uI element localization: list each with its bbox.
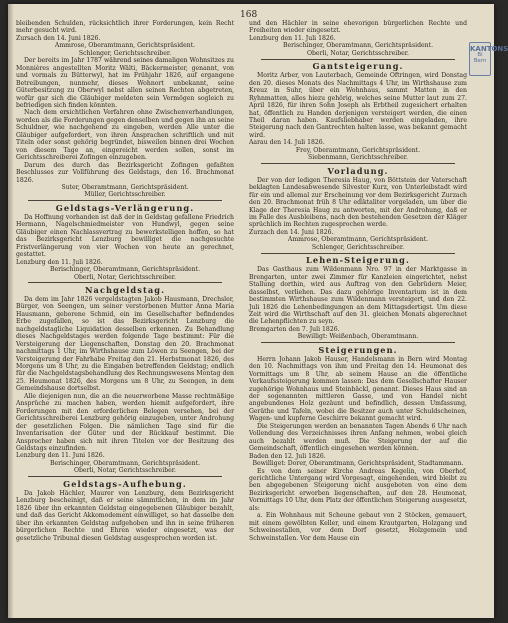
signature-line: Schlenger, Gerichtsschreiber.	[78, 49, 172, 57]
section-rule	[261, 253, 455, 254]
section-heading: Gantsteigerung.	[312, 61, 404, 72]
notice-paragraph: Der von der ledigen Theresia Haug, von Böttstein der Vaterschaft beklagten Landesabwesende Silvester Kurz, von Unterleibstadt wird für ein und allemal zur Erscheinung vor dem Bezirksgericht Zurzach den 20. Brachmonat früh 8 Uhr ediktaliter vorgeladen, um über die Klage der Theresia Haug zu antworten, mit der Androhung, daß er im Falle des Ausbleibens, nach den bestehenden Gesetzen der Kläger sprüchlich im Rechten zugesprochen werde.	[249, 176, 467, 229]
signature-line: Ammrose, Oberamtmann, Gerichtspräsident.	[287, 236, 429, 244]
signature-line: Berischinger, Oberamtmann, Gerichtspräsident.	[282, 42, 434, 50]
notice-paragraph: und den Hächler in seine ehevorigen bürgerlichen Rechte und Freiheiten wieder eingesetzt.	[249, 20, 467, 35]
notice-paragraph: Es von dem seiner Kirche Andreas Kegelin, von Oberhof, gerichtliche Untergang wird Vorgesagt, eingehenden, wird bleibt zu ben abgegebenen Steigerung nicht ausgeboten von eine dem Bezirksgericht erworben liegenschaften, auf den 28. Heumonat, Vormittags 10 Uhr, dem Platz der öffentlichen Steigerung ausgesetzt, als:	[249, 467, 467, 512]
library-stamp	[469, 42, 508, 76]
notice-paragraph: bleibenden Schulden, rücksichtlich ihrer Forderungen, kein Recht mehr gesucht wird.	[16, 20, 234, 35]
section-rule	[28, 282, 222, 283]
section-heading: Geldstags-Verlängerung.	[55, 202, 195, 213]
signature-line: Ammrose, Oberamtmann, Gerichtspräsident.	[54, 42, 196, 50]
signature-line: Berischinger, Oberamtmann, Gerichtspräsident.	[49, 266, 201, 274]
notice-paragraph: Aarau den 14. Juli 1826.	[249, 139, 325, 147]
section-heading: Lehen-Steigerung.	[306, 255, 410, 266]
notice-paragraph: Der bereits im Jahr 1787 während seines damaligen Wohnsitzes zu Monnières angestellten Moritz Wälti, Bäckermeister, genannt, von und vormals zu Bütterwyl, hat im Frühjahr 1826, auf ergangene Betreibungen, nunmehr, dieses Wohnort unbekannt, seine Güterbesitzung zu Oberwyl nebst allen seinen Rechten abgetreten, wofür gar sich die Gläubiger meldeten sein Vermögen sogleich zu befriedigen sich finden könnten.	[16, 57, 234, 109]
section-heading: Steigerungen.	[318, 344, 398, 355]
notice-paragraph: Da dem im Jahr 1826 vergeldstagten Jakob Hausmann, Drechsler, Bürger, von Seengen, um seiner verstorbenen Mutter Anna Maria Hausmann, geborene Schmid, ein im Gesellschafter befindendes Erbe zugefallen, so ist das Bezirksgericht Lenzburg die nachgeldstagliche Liquidation desselben erkennen. Zu Behandlung dieses Nachgeldstages werden folgende Tage bestimmt: Für die Versteigerung der Liegenschaften, Donstag den 20. Brachmonat nachmittags 1 Uhr, im Wirthshause zum Löwen zu Seengen, bei der Versteigerung der Fahrhabe Freitag den 21. Herbstmonat 1826, des Morgens um 8 Uhr, zu die Eingaben betreffenden Geldstag; endlich für die Nachgeldstagsbehandlung des Rechnungswesens Montag den 25. Heumonat 1826, des Morgens um 8 Uhr, zu Seengen, in dem Gemeindshause dortselbst.	[16, 295, 234, 393]
stamp-line-3: Bern	[473, 58, 487, 64]
notice-paragraph: Nach dem ersichtlichen Verfahren ohne Zwischenverhandlungen, worden als die Forderungen gegen denselben und gegen ihn an seine Schuldner, wie nachgehend zu eingeben, werden Alle unter die Gläubiger aufgefordert, von ihren Ansprachen schriftlich und mit Titeln oder sonst gehörig begründet, bisweilen binnen drei Wochen von diesem Tage an, eingereicht werden sollen, sonst im Gerichtsschreiberei Zofingen einzugeben.	[16, 109, 234, 162]
stamp-line-2: Bi	[477, 52, 483, 58]
notice-paragraph: Bremgarten den 7. Juli 1826.	[249, 325, 340, 333]
notice-paragraph: Da Hoffnung vorhanden ist daß der in Geldstag gefallene Friedrich Hermann, Nagelschmiedmeister von Hundwyl, gegen seine Gläubiger einen Nachlassvertrag zu bewerkstelligen hoffen, so hat das Bezirksgericht Lenzburg bewilliget die nachgesuchte Fristverlängerung von vier Wochen von heute an gerechnet, gestattet.	[16, 213, 234, 259]
signature-line: Bewilligt: Weißenbach, Oberamtmann.	[297, 333, 419, 341]
notice-paragraph: a. Ein Wohnhaus mit Scheune gebaut von 2 Stöcken, gemauert, mit einem gewölbten Keller, und einem Krautgarten, Holzgang und Schweinestallen, vor dem Dorf gesetzt, Holzgemein und Schweinstallen. Vor dem Hause ein	[249, 512, 467, 542]
notice-paragraph: Lenzburg den 11. Juli 1826.	[249, 34, 336, 42]
section-heading: Nachgeldstag.	[84, 284, 166, 295]
notice-paragraph: Da Jakob Hächler, Maurer von Lenzburg, dem Bezirksgericht Lenzburg bescheinigt, daß er seine sämmtlichen, in dem im Jahr 1826 über ihn erkannten Geldstag eingegebenen Gläubiger bezahlt, und daß das Gericht Akkomodement einwilliget, so hat dasselbe den über ihn erkannten Geldstag aufgehoben und ihn in seine früheren bürgerlichen Rechte und Ehren wieder eingesetzt, was der gesetzliche Tribunal diesen Geldstag ausgesprochen worden ist.	[16, 489, 234, 542]
notice-paragraph: Darum des durch das Bezirksgericht Zofingen gefaßten Beschlusses zur Vollführung des Geldstags, den 16. Brachmonat 1826.	[16, 161, 234, 184]
signature-line: Oberli, Notar, Gerichtsschreiber.	[73, 273, 177, 281]
document-page	[8, 4, 508, 618]
section-rule	[28, 200, 222, 201]
signature-line: Schlenger, Gerichtsschreiber.	[311, 243, 405, 251]
section-rule	[261, 342, 455, 343]
notice-paragraph: Lenzburg den 11. Juli 1826.	[16, 258, 103, 266]
section-rule	[28, 476, 222, 477]
notice-paragraph: Zurzach den 14. Juni 1826.	[249, 228, 334, 236]
section-rule	[261, 59, 455, 60]
page-binding-shadow	[8, 4, 14, 618]
signature-line: Siebenmann, Gerichtsschreiber.	[308, 154, 408, 162]
signature-line: Frey, Oberamtmann, Gerichtspräsident.	[295, 146, 421, 154]
right-column	[249, 20, 467, 616]
signature-line: Berischinger, Oberamtmann, Gerichtspräsident.	[49, 459, 201, 467]
notice-paragraph: Lenzburg den 11. Juni 1826.	[16, 452, 105, 460]
signature-line: Bewilliget: Dorer, Oberamtmann, Gerichtspräsident, Stadtammann.	[252, 460, 464, 468]
left-column	[16, 20, 234, 616]
notice-paragraph: Zursach den 14. Juni 1826.	[16, 34, 101, 42]
notice-paragraph: Alle diejenigen nun, die an die neuerworbene Masse rechtmäßige Ansprüche zu machen haben, werden hiemit aufgefordert, ihre Forderungen mit den erforderlichen Belegen versehen, bei der Gerichtsschreiberei Lenzburg gehörig einzugeben, unter Androhung der gesetzlichen Folgen. Die nämlichen Tage sind für die Inventarisation der Güter und der Rückkauf bestimmt. Die Ansprecher haben sich mit ihren Titelen vor der Besitzung des Geldstags einzufinden.	[16, 392, 234, 453]
signature-line: Müller, Gerichtsschreiber.	[84, 191, 166, 199]
notice-paragraph: Baden den 12. Juli 1826.	[249, 452, 326, 460]
signature-line: Suter, Oberamtmann, Gerichtspräsident.	[61, 183, 189, 191]
stamp-line-1: KANTONS	[470, 45, 508, 53]
signature-line: Oberli, Notar, Gerichtsschreiber.	[73, 467, 177, 475]
notice-paragraph: Die Steigerungen werden an benannten Tagen Abends 6 Uhr nach Vollendung des Verzeichnisses ihren Anfang nehmen, wobei gleich auch bezahlt werden muß. Die Steigerung der auf die Gemeindschaft, öffentlich eingesehen werden können.	[249, 422, 467, 453]
signature-line: Oberli, Notar, Gerichtsschreiber.	[306, 49, 410, 57]
page-number: 168	[240, 10, 258, 20]
section-heading: Geldstags-Aufhebung.	[63, 478, 187, 489]
notice-paragraph: Das Gasthaus zum Wildenmann Nro. 97 in der Marktgasse in Brengarten, unter zwei Zimmer für Kanzleien eingerichtet, nebst Stallung dorthin, wird aus Auftrag von den Gebrüdern Meier, dasselbst, verliehen. Das dazu gehörige Inventarium ist in dem bestimmten Wirthshause zum Wildenmann versteigert, und den 22. Juli 1826 die Lehenbedingungen an dem Mittagsdertigst. Um diese Zeit wird die Wirthschaft auf den 31. gleichen Monats abgerechnet die Lehenpflichten zu seyn.	[249, 266, 467, 326]
notice-paragraph: Herrn Johann Jakob Hauser, Handelsmann in Bern wird Montag den 10. Nachmittags von ihm und Freitag den 14. Heumonat des Vormittags um 8 Uhr, ab seinem Hause an die öffentliche Verkaufssteigerung kommen lassen: Das dem Gesellschafter Hauser zugehörige Wohnhaus und Steinbäckl, genannt. Dieses Haus sind an der sogenannten mittleren Gasse, und von Handel nicht angebundenes Holz gezäunt und befindlich, dessen Umfassung, Geräthe und Tafeln, wobei die Besitzer auch unter Schuldscheinen, Wagen- und kupferne Geschirre bekannt gemacht wird.	[249, 355, 467, 423]
section-heading: Vorladung.	[327, 165, 389, 176]
notice-paragraph: Moritz Arber, von Lauterbach, Gemeinde Oftringen, wird Donstag den 20. dieses Monats des Nachmittags 4 Uhr, im Wirthshause zum Kreuz in Suhr, über ein Wohnhaus, sammt Matten in den Ryhnmatten, alles hiezu gehörig, welches seine Mutter laut zum 27. April 1826, für ihren Sohn Joseph als Erbtheil zugesichert erhalten hat, öffentlich zu Handen derjenigen versteigert werden, die einen Theil daran haben. Kaufsliebhaber werden eingeladen, ihre Steigerung nach den Gantrechten halten lasse, was bekannt gemacht wird.	[249, 72, 467, 139]
section-rule	[261, 163, 455, 164]
